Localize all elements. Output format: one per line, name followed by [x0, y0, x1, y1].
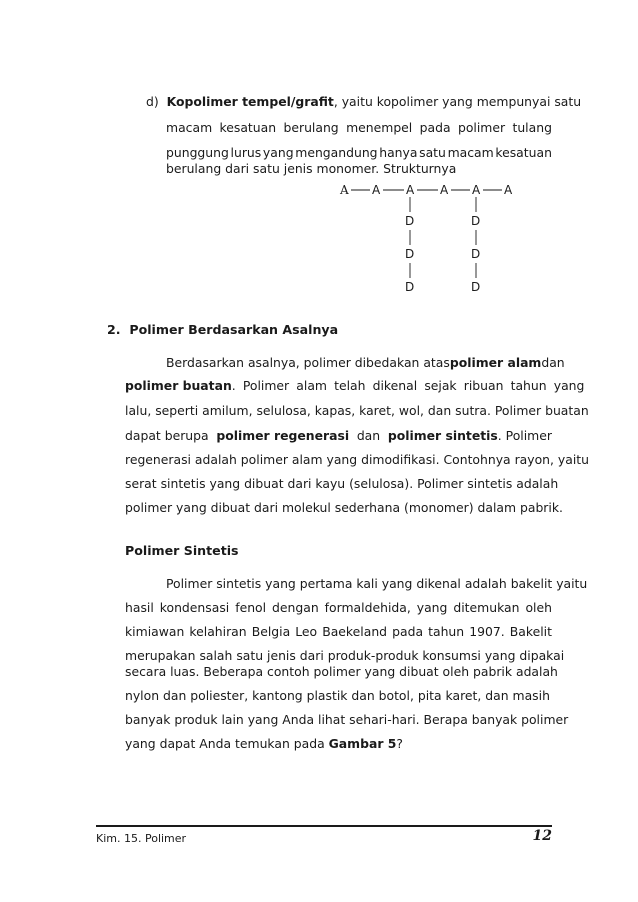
word: pada: [419, 120, 451, 135]
word: menempel: [346, 120, 413, 135]
word: Bakelit: [509, 624, 552, 639]
branch-atom: D: [471, 247, 481, 261]
text: ?: [396, 736, 403, 751]
word: fenol: [235, 600, 267, 615]
word: lurus: [230, 145, 262, 160]
word: kondensasi: [159, 600, 230, 615]
text: regenerasi adalah polimer alam yang dimodifikasi. Contohnya rayon, yaitu: [125, 452, 589, 467]
page-number: 12: [532, 828, 552, 844]
word: kesatuan: [495, 145, 552, 160]
figure-ref: Gambar 5: [328, 736, 397, 751]
paragraph-line: [125, 688, 550, 704]
text: berulang dari satu jenis monomer. Strukturnya: [166, 161, 457, 176]
subsection-title: Polimer Sintetis: [125, 543, 239, 558]
word: yang: [416, 600, 448, 615]
text: , yaitu kopolimer yang mempunyai satu: [333, 94, 582, 109]
word: yang: [262, 145, 294, 160]
branch-atom: D: [405, 214, 415, 228]
word: oleh: [525, 600, 552, 615]
paragraph-line: [125, 500, 563, 516]
word: dengan: [272, 600, 319, 615]
word: Leo: [295, 624, 318, 639]
branch-atom: D: [471, 280, 481, 294]
section-heading: [107, 322, 338, 337]
backbone-atom: A: [372, 183, 381, 197]
text: . Polimer: [497, 428, 552, 443]
word: berulang: [283, 120, 339, 135]
branch-atom: D: [405, 247, 415, 261]
term-bold: Kopolimer tempel/grafit: [166, 94, 334, 109]
text: banyak produk lain yang Anda lihat sehari-hari. Berapa banyak polimer: [125, 712, 569, 727]
branch-atom: D: [405, 280, 415, 294]
section-number: 2.: [107, 322, 121, 337]
word: formaldehida,: [324, 600, 411, 615]
paragraph-line: [125, 378, 585, 394]
backbone-atom: A: [472, 183, 481, 197]
paragraph-line: [125, 624, 552, 640]
word: tulang: [512, 120, 552, 135]
footer-rule: [96, 825, 552, 827]
paragraph-line: [125, 736, 403, 752]
paragraph-line: [125, 648, 564, 664]
paragraph-line: [125, 452, 589, 468]
item-d-line2: [166, 120, 552, 136]
graft-structure-diagram: [330, 180, 530, 300]
word: hanya: [379, 145, 418, 160]
section-title: Polimer Berdasarkan Asalnya: [129, 322, 339, 337]
word: macam: [166, 120, 213, 135]
backbone-atom: A: [440, 183, 449, 197]
text-rest: . Polimer alam telah dikenal sejak ribuan tahun yang: [231, 378, 585, 393]
backbone-atom-first: A: [340, 183, 349, 197]
text: [232, 378, 585, 394]
text: merupakan salah satu jenis dari produk-produk konsumsi yang dipakai: [125, 648, 565, 663]
item-label: d): [146, 94, 159, 109]
backbone-atom: A: [406, 183, 415, 197]
word: 1907.: [469, 624, 505, 639]
term-bold: polimer sintetis: [387, 428, 498, 443]
text: dapat berupa: [125, 428, 209, 443]
word: kimiawan: [125, 624, 185, 639]
item-d-line4: [166, 161, 456, 177]
word: punggung: [166, 145, 229, 160]
paragraph-line: [125, 476, 558, 492]
paragraph-line: [125, 664, 558, 680]
footer-title: Kim. 15. Polimer: [96, 832, 187, 845]
text: lalu, seperti amilum, selulosa, kapas, karet, wol, dan sutra. Polimer buatan: [125, 403, 589, 418]
word: satu: [419, 145, 446, 160]
word: kelahiran: [189, 624, 247, 639]
word: ditemukan: [453, 600, 520, 615]
paragraph-line: [166, 576, 587, 592]
backbone-atom: A: [504, 183, 513, 197]
item-d-line1: [146, 94, 581, 110]
term-bold: polimer regenerasi: [216, 428, 350, 443]
text: Polimer sintetis yang pertama kali yang dikenal adalah bakelit yaitu: [166, 576, 588, 591]
word: polimer: [457, 120, 506, 135]
text: dan: [541, 355, 565, 370]
text: dan: [356, 428, 381, 443]
paragraph-line: [125, 600, 552, 616]
text: nylon dan poliester, kantong plastik dan botol, pita karet, dan masih: [125, 688, 550, 703]
word: kesatuan: [219, 120, 277, 135]
word: tahun: [428, 624, 465, 639]
word: Belgia: [251, 624, 291, 639]
word: hasil: [125, 600, 154, 615]
paragraph-line: [125, 403, 589, 419]
text: Berdasarkan asalnya, polimer dibedakan atas: [166, 355, 450, 370]
text: serat sintetis yang dibuat dari kayu (selulosa). Polimer sintetis adalah: [125, 476, 559, 491]
term-bold: polimer alam: [449, 355, 542, 370]
term-bold: polimer buatan: [125, 378, 232, 393]
text: yang dapat Anda temukan pada: [125, 736, 325, 751]
text: secara luas. Beberapa contoh polimer yang dibuat oleh pabrik adalah: [125, 664, 558, 679]
word: Baekeland: [322, 624, 388, 639]
paragraph-line: [125, 428, 552, 444]
paragraph-line: [125, 712, 568, 728]
word: mengandung: [295, 145, 378, 160]
word: pada: [392, 624, 424, 639]
text: polimer yang dibuat dari molekul sederhana (monomer) dalam pabrik.: [125, 500, 563, 515]
word: macam: [447, 145, 494, 160]
paragraph-line: [166, 355, 565, 371]
branch-atom: D: [471, 214, 481, 228]
item-d-line3: [166, 145, 552, 161]
